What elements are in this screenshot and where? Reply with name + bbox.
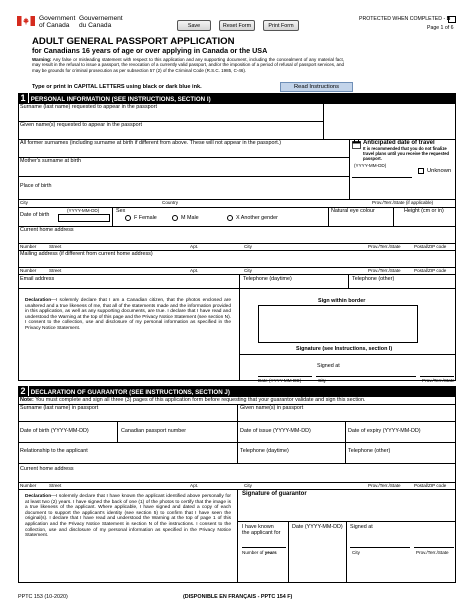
- read-instructions-button[interactable]: [280, 82, 353, 92]
- applicant-declaration-label: Declaration: [25, 298, 52, 303]
- gov-fr-line1: Gouvernement: [79, 15, 123, 22]
- g-surname-input[interactable]: [19, 411, 235, 420]
- g-apt-label: Apt.: [190, 483, 199, 488]
- birth-prov-input[interactable]: [350, 189, 455, 199]
- mother-surname-input[interactable]: [19, 164, 348, 174]
- applicant-signature-label: Signature (see Instructions, section I): [296, 346, 393, 352]
- g-number-label: Number: [20, 483, 37, 488]
- g-dob-label: Date of birth (YYYY-MM-DD): [20, 428, 89, 434]
- warning-text: [32, 57, 344, 73]
- print-form-button[interactable]: Print Form: [263, 20, 299, 31]
- gov-en-line2: of Canada: [39, 22, 70, 29]
- applicant-declaration: [25, 298, 231, 332]
- g-relationship-input[interactable]: [19, 454, 235, 462]
- eye-colour-label: Natural eye colour: [331, 208, 375, 214]
- type-print-instruction: Type or print in CAPITAL LETTERS using black or dark blue ink.: [32, 84, 202, 90]
- place-of-birth-label: Place of birth: [20, 183, 52, 189]
- guarantor-declaration: [25, 494, 231, 539]
- mail-apt-label: Apt.: [190, 268, 199, 273]
- sex-female-label: F Female: [134, 215, 157, 221]
- signed-city-input[interactable]: [316, 370, 416, 377]
- signed-prov-input[interactable]: [420, 370, 454, 377]
- signed-date-label: Date (YYYY-MM-DD): [258, 378, 302, 383]
- g-expiry-label: Date of expiry (YYYY-MM-DD): [348, 428, 421, 434]
- travel-date-title: Anticipated date of travel: [363, 140, 435, 146]
- page-number: Page 1 of 6: [427, 25, 454, 31]
- calendar-icon: [352, 140, 361, 149]
- sex-x-radio[interactable]: [227, 215, 233, 221]
- birth-city-label: City: [20, 200, 28, 205]
- french-availability: (DISPONIBLE EN FRANÇAIS - PPTC 154 F): [183, 594, 293, 600]
- mail-city-label: City: [244, 268, 252, 273]
- dob-input[interactable]: [58, 214, 110, 222]
- given-names-label: Given name(s) requested to appear in the passport: [20, 122, 142, 128]
- form-subtitle: for Canadians 16 years of age or over applying in Canada or the USA: [32, 46, 268, 55]
- dob-format: (YYYY-MM-DD): [67, 208, 100, 213]
- signed-date-input[interactable]: [258, 370, 312, 377]
- travel-unknown-checkbox[interactable]: [418, 168, 424, 174]
- g-city-label: City: [244, 483, 252, 488]
- section2-number: 2: [18, 386, 29, 396]
- signed-at-label: Signed at: [317, 363, 340, 369]
- g-relationship-label: Relationship to the applicant: [20, 448, 88, 454]
- section1-title: PERSONAL INFORMATION (SEE INSTRUCTIONS, SECTION I): [30, 96, 211, 103]
- g-passport-number-label: Canadian passport number: [121, 428, 187, 434]
- home-number-label: Number: [20, 244, 37, 249]
- g-passport-number-input[interactable]: [119, 434, 235, 441]
- former-surnames-label: All former surnames (including surname at birth if different from above. These will not appear in the passport.): [20, 140, 282, 146]
- years-known-input[interactable]: [242, 540, 286, 548]
- guarantor-note-label: Note:: [20, 397, 34, 403]
- mailing-address-label: Mailing address (if different from current home address): [20, 251, 153, 257]
- save-button[interactable]: Save: [177, 20, 211, 31]
- g-issue-label: Date of issue (YYYY-MM-DD): [240, 428, 311, 434]
- travel-date-note: It is recommended that you do not finalize travel plans until you receive the requested passport.: [363, 146, 450, 161]
- mailing-address-input[interactable]: [19, 257, 455, 266]
- g-home-address-label: Current home address: [20, 466, 74, 472]
- protected-level: B: [446, 16, 451, 22]
- warning-body: Any false or misleading statement with respect to this application and any supporting document, including the concealment of any material fact, may result in the refusal to issue a passport, the revocation of a currently valid passport, and/or the imposition of a period of refusal of passport services, and may be grounds for criminal prosecution as per subsection 57 (2) of the Criminal Code (R.S.C. 1985, C-46).: [32, 57, 344, 73]
- form-title: ADULT GENERAL PASSPORT APPLICATION: [32, 36, 235, 47]
- gov-fr-line2: du Canada: [79, 22, 112, 29]
- g-signed-at-label: Signed at: [350, 524, 373, 530]
- home-postal-label: Postal/ZIP code: [414, 244, 447, 249]
- phone-other-label: Telephone (other): [352, 276, 395, 282]
- g-street-label: Street: [49, 483, 62, 488]
- warning-label: Warning:: [32, 57, 52, 62]
- g-signed-city-label: City: [352, 550, 360, 555]
- signed-prov-label: Prov./Terr./State: [422, 378, 455, 383]
- birth-city-input[interactable]: [19, 189, 159, 199]
- sex-male-radio[interactable]: [172, 215, 178, 221]
- sex-label: Sex: [116, 208, 126, 214]
- home-apt-label: Apt.: [190, 244, 199, 249]
- guarantor-note-text: You must complete and sign all three (3) pages of this application form before requesting that your guarantor validate and sign this section.: [35, 397, 366, 403]
- g-phone-daytime-label: Telephone (daytime): [240, 448, 289, 454]
- sex-male-label: M Male: [181, 215, 199, 221]
- mother-surname-label: Mother's surname at birth: [20, 158, 81, 164]
- mail-postal-label: Postal/ZIP code: [414, 268, 447, 273]
- travel-date-input[interactable]: [352, 168, 412, 178]
- sign-within-label: Sign within border: [318, 298, 366, 304]
- g-city-input[interactable]: [350, 540, 410, 548]
- birth-country-label: Country: [162, 200, 179, 205]
- home-street-label: Street: [49, 244, 62, 249]
- surname-label: Surname (last name) requested to appear in the passport: [20, 104, 157, 110]
- guarantor-declaration-text: —I solemnly declare that I have known the applicant identified above personally for at least two (2) years. I have signed the back of one (1) of the photos to certify that the image is a true likeness of the applicant. Where applicable, I have signed and dated a copy of each document to support the applicant's identity (see section 5) to confirm that I have seen the original(s). I declare that I have read and understood the Warning at the top of page 1 of this application and the Privacy Notice Statement in section N of the instructions. I consent to the collection, use and disclosure of my personal information as specified in the Privacy Notice Statement.: [25, 494, 231, 539]
- applicant-declaration-text: —I solemnly declare that I am a Canadian citizen, that the photos enclosed are unaltered and a true likeness of me, that all of the statements made and the information provided in this application, as well as any supporting documents, are true. I declare that I have read and understood the Warning at the top of this page and the Privacy Notice Statement (see section N). I consent to the collection, use and disclosure of my personal information as specified in the Privacy Notice Statement.: [25, 298, 231, 331]
- canada-flag-icon: [17, 16, 35, 26]
- years-known-label-pre: Number of: [242, 550, 265, 555]
- height-label: Height (cm or in): [404, 208, 444, 214]
- g-signed-at-input[interactable]: [350, 530, 454, 538]
- surname-input[interactable]: [19, 110, 323, 121]
- mail-prov-label: Prov./Terr./State: [368, 268, 401, 273]
- birth-country-input[interactable]: [160, 189, 310, 199]
- dob-label: Date of birth: [20, 212, 50, 218]
- years-known-label-unit: years: [264, 550, 277, 555]
- g-prov-label: Prov./Terr./State: [368, 483, 401, 488]
- protected-label: [359, 17, 450, 23]
- read-instructions-label: Read Instructions: [293, 84, 340, 90]
- g-phone-other-input[interactable]: [347, 454, 455, 462]
- guarantor-declaration-label: Declaration: [25, 494, 52, 499]
- g-phone-other-label: Telephone (other): [348, 448, 391, 454]
- home-prov-label: Prov./Terr./State: [368, 244, 401, 249]
- applicant-signature-box[interactable]: [258, 305, 418, 343]
- g-surname-label: Surname (last name) in passport: [20, 405, 99, 411]
- given-names-input[interactable]: [19, 128, 323, 139]
- years-known-label: [242, 550, 277, 555]
- g-expiry-input[interactable]: [347, 434, 455, 441]
- g-prov-input[interactable]: [414, 540, 454, 548]
- g-postal-label: Postal/ZIP code: [414, 483, 447, 488]
- known-label-2: the applicant for: [242, 530, 281, 536]
- phone-daytime-label: Telephone (daytime): [243, 276, 292, 282]
- g-issue-input[interactable]: [239, 434, 343, 441]
- g-phone-daytime-input[interactable]: [239, 454, 343, 462]
- sex-x-label: X Another gender: [236, 215, 278, 221]
- form-code: PPTC 153 (10-2020): [18, 594, 68, 600]
- eye-colour-input[interactable]: [330, 215, 390, 225]
- home-address-input[interactable]: [19, 233, 455, 242]
- guarantor-signature-input[interactable]: [240, 499, 454, 519]
- signed-city-label: City: [318, 378, 326, 383]
- reset-form-button[interactable]: Reset Form: [219, 20, 255, 31]
- home-city-label: City: [244, 244, 252, 249]
- email-label: Email address: [20, 276, 55, 282]
- guarantor-signature-label: Signature of guarantor: [242, 491, 307, 497]
- g-signed-prov-label: Prov./Terr./State: [416, 550, 449, 555]
- g-dob-input[interactable]: [19, 434, 115, 441]
- protected-text: PROTECTED WHEN COMPLETED -: [359, 16, 447, 22]
- birth-prov-label: Prov./Terr./State (if applicable): [372, 200, 434, 205]
- section2-title: DECLARATION OF GUARANTOR (SEE INSTRUCTIONS, SECTION J): [30, 389, 230, 396]
- sex-female-radio[interactable]: [125, 215, 131, 221]
- protected-field[interactable]: [448, 16, 456, 23]
- g-given-input[interactable]: [239, 411, 455, 420]
- g-date-signed-label: Date (YYYY-MM-DD): [292, 524, 343, 530]
- gov-en-line1: Government: [39, 15, 76, 22]
- section2-header: [18, 386, 456, 396]
- guarantor-note: [20, 397, 366, 403]
- section1-header: [18, 93, 456, 103]
- height-input[interactable]: [395, 215, 455, 225]
- g-date-signed-input[interactable]: [292, 530, 342, 538]
- mail-street-label: Street: [49, 268, 62, 273]
- travel-unknown-label: Unknown: [427, 168, 452, 174]
- mail-number-label: Number: [20, 268, 37, 273]
- former-surnames-input[interactable]: [19, 146, 348, 156]
- travel-date-format: (YYYY-MM-DD): [354, 163, 387, 168]
- g-given-label: Given name(s) in passport: [240, 405, 304, 411]
- known-label-1: I have known: [242, 524, 274, 530]
- g-home-address-input[interactable]: [19, 472, 455, 481]
- section1-number: 1: [18, 93, 29, 103]
- home-address-label: Current home address: [20, 227, 74, 233]
